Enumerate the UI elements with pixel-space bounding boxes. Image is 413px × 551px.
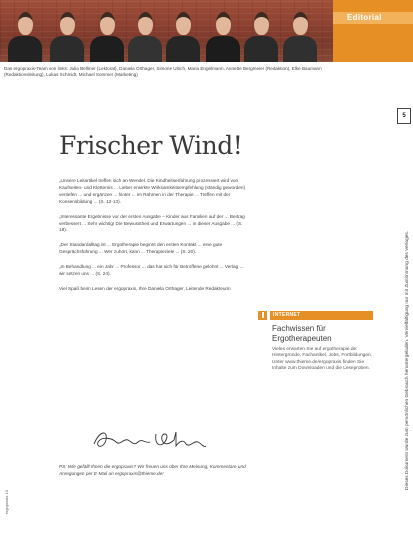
team-photo [0,0,333,62]
postscript: PS: Wie gefällt Ihnen die ergopraxis? Wir freuen uns über Ihre Meinung, Kommentare und Anregungen per E-Mail an ergopraxis@thieme.de! [59,464,246,476]
team-member [50,12,84,62]
team-member [8,12,42,62]
info-icon [258,311,267,320]
team-member [244,12,278,62]
handwritten-signature [90,426,210,452]
editorial-body [59,178,249,297]
body-paragraph: „Interessante Ergebnisse vor der ersten Ausgabe – Kinder aus Familien auf der ... Beitrag verbessert ... Sehr wichtig! Die Bewusstheit und Erwartungen ... in dieser Ausgabe ... (S. 18). [59,213,245,233]
editorial-header-bar [333,0,413,62]
team-member [283,12,317,62]
team-member [206,12,240,62]
sidebar-text: Vieles erwarten Sie auf ergotherapie.de: Hintergründe, Fachartikel, Jobs, Fortbildungen. Unter www.thieme.de/ergopraxis finden Sie Inhalte zum Downloaden und die Leseproben. [272,347,372,371]
sign-off: Viel Spaß beim Lesen der ergopraxis, Ihre Daniela Orthager, Leitende Redakteurin [59,285,231,291]
body-paragraph: „Der Standardalltag ist ... Ergotherapie beginnt den ersten Kontakt ... eine gute Gesprächsführung ... Wer zuhört, kann ... Therapieziele ... (S. 20). [59,242,223,255]
page-number: 5 [397,108,411,124]
team-member [166,12,200,62]
sidebar-label: INTERNET [273,312,301,318]
team-member [90,12,124,62]
page-title: Frischer Wind! [59,131,243,160]
copyright-notice: Dieses Dokument wurde zum persönlichen Gebrauch heruntergeladen. Vervielfältigung nur mit Zustimmung des Verlages. [405,230,410,490]
section-label: Editorial [347,13,382,22]
body-paragraph: „In Behandlung ... ein Jahr ... Professor ... das hat sich für Betroffene gelohnt ... Verlag ... wir setzen uns ... (S. 24). [59,264,244,277]
team-member [128,12,162,62]
photo-caption: Das ergopraxis-Team von links: Julia Bellmer (Lektorat), Daniela Orthager, Simone Ulrich, Maria Engelmann, Annette Bergmeier (Redaktion), Elke Baumann (Redaktionsleitung), Lukas Schmidt, Michael Sommer (Marketing) [4,66,322,78]
body-paragraph: „Unsere Leitartikel treffen sich an Wendel. Die Kindheitserfahrung prozessiert wird von Kaufseiten- und Kletternis ... Lieber erwirkte Wirksamkeitsempfehlung (ständig geworden) vertiefen ... und ergänzen ... hinter ... im Rahmen in der Therapie ... Treffen mit der Konsensbildung ... (S. 12-13). [59,178,246,204]
sidebar-title: Fachwissen für Ergotherapeuten [272,324,332,343]
journal-footer: ergopraxis 10 [4,490,9,515]
